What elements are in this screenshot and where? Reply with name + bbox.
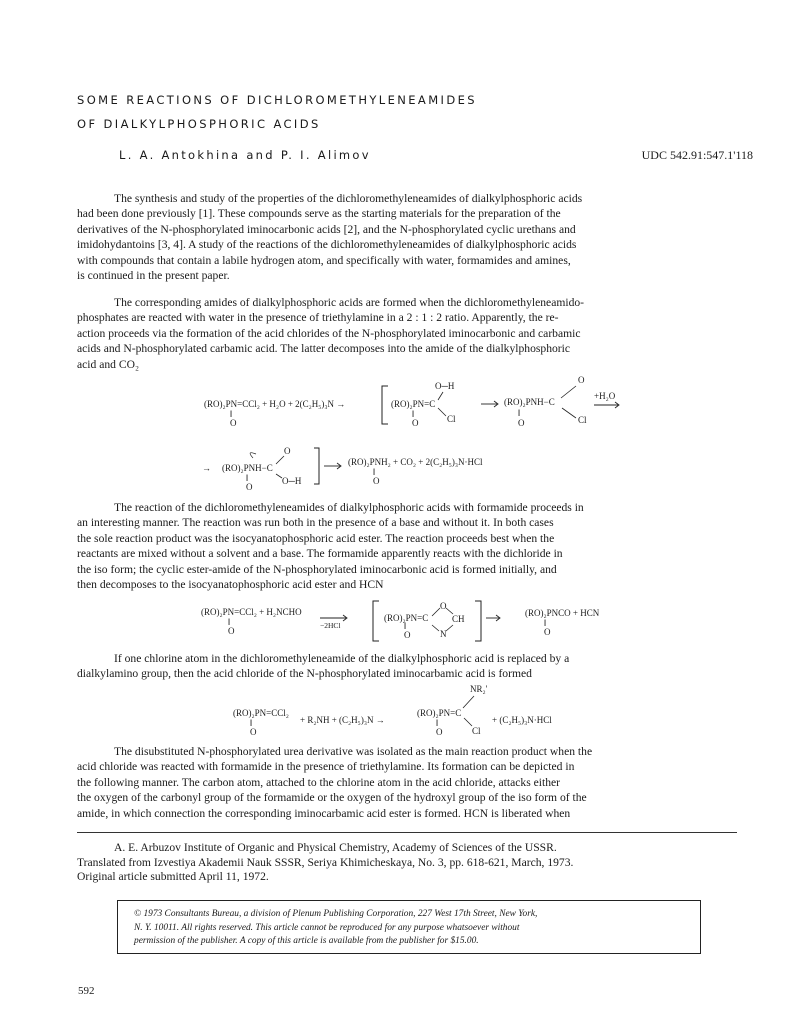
text-line: Original article submitted April 11, 1972. bbox=[77, 870, 269, 883]
double-bond-mark: ‖ bbox=[544, 618, 547, 628]
text-line: dialkylamino group, then the acid chloride of the N-phosphorylated iminocarbamic acid is formed bbox=[77, 667, 532, 681]
udc-code: UDC 542.91:547.1'118 bbox=[641, 148, 753, 162]
text-line: acid and CO₂ bbox=[77, 357, 139, 371]
bond-line bbox=[438, 392, 443, 400]
double-bond-mark: ‖ bbox=[518, 408, 521, 418]
bond-line bbox=[276, 456, 284, 464]
scheme-reactants: (RO)₂PN=CCl₂ + H₂NCHO bbox=[201, 607, 302, 617]
phosphoryl-oxygen: O bbox=[228, 626, 235, 636]
ring-oxygen: O bbox=[440, 601, 447, 611]
double-bond-mark: ‖ bbox=[230, 409, 233, 419]
text-line: The synthesis and study of the properties of the dichloromethyleneamides of dialkylphosphoric acids bbox=[114, 192, 583, 205]
scheme-reactant: (RO)₂PN=CCl₂ bbox=[233, 708, 289, 718]
phosphoryl-oxygen: O bbox=[250, 727, 257, 737]
text-line: The reaction of the dichloromethyleneamides of dialkylphosphoric acids with formamide proceeds in bbox=[114, 501, 584, 514]
text-line: Translated from Izvestiya Akademii Nauk SSSR, Seriya Khimicheskaya, No. 3, pp. 618-621, March, 1973. bbox=[77, 855, 574, 869]
page-number: 592 bbox=[78, 985, 95, 997]
text-line: If one chlorine atom in the dichloromethyleneamide of the dialkylphosphoric acid is replaced by a bbox=[114, 652, 570, 665]
cyclic-intermediate: (RO)₂PN=C bbox=[384, 613, 429, 623]
ring-nitrogen: N bbox=[440, 629, 447, 639]
affiliation-footnote bbox=[77, 841, 757, 885]
intermediate-3-o: O bbox=[284, 446, 291, 456]
intermediate-3-oh: O─H bbox=[282, 476, 302, 486]
text-line: © 1973 Consultants Bureau, a division of Plenum Publishing Corporation, 227 West 17th Street, New York, bbox=[134, 909, 538, 919]
text-line: the sole reaction product was the isocyanatophosphoric acid ester. The reaction proceeds best when the bbox=[77, 531, 555, 545]
reaction-condition: −2HCl bbox=[320, 621, 341, 630]
text-line: the oxygen of the carbonyl group of the formamide or the oxygen of the hydroxyl group of the iso form of the bbox=[77, 791, 587, 805]
text-line: imidohydantoins [3, 4]. A study of the reactions of the dichloromethyleneamides of dialkylphosphoric acids bbox=[77, 238, 577, 252]
bond-line bbox=[438, 408, 446, 416]
ring-ch: CH bbox=[452, 614, 465, 624]
text-line: acid chloride was reacted with formamide in the presence of triethylamine. Its formation can be depicted in bbox=[77, 760, 575, 774]
double-bond-mark: ‖ bbox=[412, 409, 415, 419]
scheme-products: (RO)₂PNH₂ + CO₂ + 2(C₂H₅)₃N·HCl bbox=[348, 457, 483, 467]
text-line: derivatives of the N-phosphorylated iminocarbonic acids [2], and the N-phosphorylated cyclic urethans and bbox=[77, 222, 576, 236]
intermediate-2: (RO)₂PNH−C bbox=[504, 397, 555, 407]
text-line: action proceeds via the formation of the acid chlorides of the N-phosphorylated iminocarbonic and carbamic bbox=[77, 326, 581, 340]
bond-line bbox=[464, 718, 472, 726]
scheme-reactants: (RO)₂PN=CCl₂ + H₂O + 2(C₂H₅)₃N → bbox=[204, 399, 346, 409]
intermediate-1-oh: O─H bbox=[435, 381, 455, 391]
phosphoryl-oxygen: O bbox=[246, 482, 253, 492]
author-names: L. A. Antokhina and P. I. Alimov bbox=[119, 148, 371, 162]
water-reagent: +H₂O bbox=[594, 391, 616, 401]
ring-bonds bbox=[432, 608, 453, 631]
double-bond-mark: ‖ bbox=[228, 617, 231, 627]
text-line: permission of the publisher. A copy of this article is available from the publisher for $15.00. bbox=[134, 936, 479, 946]
paragraph-amine-reaction bbox=[77, 651, 737, 682]
copyright-notice-box bbox=[117, 900, 701, 954]
phosphoryl-oxygen: O bbox=[436, 727, 443, 737]
double-bond-mark: ‖ bbox=[250, 718, 253, 728]
text-line: then decomposes to the isocyanatophosphoric acid ester and HCN bbox=[77, 578, 384, 592]
double-bond-mark: ‖ bbox=[404, 621, 407, 631]
arrow-start: → bbox=[202, 463, 211, 473]
paragraph-water-reaction bbox=[77, 295, 737, 372]
paragraph-intro bbox=[77, 191, 737, 283]
paragraph-formamide-reaction bbox=[77, 500, 737, 592]
reaction-scheme-formamide bbox=[150, 597, 630, 647]
phosphoryl-oxygen: O bbox=[373, 476, 380, 486]
paragraph-urea-derivative bbox=[77, 744, 737, 821]
text-line: phosphates are reacted with water in the presence of triethylamine in a 2 : 1 : 2 ratio. Apparently, the re- bbox=[77, 311, 559, 325]
bracket-right bbox=[475, 601, 481, 641]
intermediate-1-cl: Cl bbox=[447, 414, 456, 424]
text-line: is continued in the present paper. bbox=[77, 269, 230, 283]
text-line: with compounds that contain a labile hydrogen atom, and specifically with water, formamides and amines, bbox=[77, 253, 571, 267]
electron-arrow bbox=[250, 453, 256, 458]
phosphoryl-oxygen: O bbox=[230, 418, 237, 428]
text-line: the iso form; the cyclic ester-amide of the N-phosphorylated iminocarbonic acid is formed initially, and bbox=[77, 562, 557, 576]
reaction-scheme-amine bbox=[150, 680, 600, 740]
text-line: an interesting manner. The reaction was run both in the presence of a base and without it. In both cases bbox=[77, 516, 554, 530]
intermediate-3: (RO)₂PNH−C bbox=[222, 463, 273, 473]
scheme-products: (RO)₂PNCO + HCN bbox=[525, 608, 600, 618]
intermediate-2-cl: Cl bbox=[578, 415, 587, 425]
double-bond-mark: ‖ bbox=[373, 467, 376, 477]
text-line: N. Y. 10011. All rights reserved. This article cannot be reproduced for any purpose whatsoever without bbox=[134, 922, 520, 933]
text-line: The disubstituted N-phosphorylated urea derivative was isolated as the main reaction product when the bbox=[114, 745, 593, 758]
footnote-divider bbox=[77, 832, 737, 833]
text-line: reactants are mixed without a solvent and a base. The formamide apparently reacts with the dichloride in bbox=[77, 547, 563, 561]
reaction-scheme-water bbox=[150, 372, 670, 492]
bond-line bbox=[561, 386, 576, 398]
text-line: amide, in which connection the corresponding iminocarbamic acid ester is formed. HCN is liberated when bbox=[77, 806, 571, 820]
double-bond-mark: ‖ bbox=[436, 718, 439, 728]
intermediate-2-o: O bbox=[578, 375, 585, 385]
phosphoryl-oxygen: O bbox=[404, 630, 411, 640]
text-line: acids and N-phosphorylated carbamic acid. The latter decomposes into the amide of the dialkylphosphoric bbox=[77, 342, 571, 356]
scheme-salt: + (C₂H₅)₃N·HCl bbox=[492, 715, 552, 725]
scheme-reagents: + R₂NH + (C₂H₅)₃N → bbox=[300, 715, 385, 725]
text-line: had been done previously [1]. These compounds serve as the starting materials for the preparation of the bbox=[77, 207, 561, 221]
product-cl: Cl bbox=[472, 726, 481, 736]
bracket-left bbox=[382, 386, 388, 424]
phosphoryl-oxygen: O bbox=[544, 627, 551, 637]
article-title-line2: OF DIALKYLPHOSPHORIC ACIDS bbox=[77, 117, 321, 131]
bond-line bbox=[463, 696, 474, 708]
bond-line bbox=[562, 408, 576, 418]
dialkylamino-group: NR₂' bbox=[470, 684, 488, 694]
intermediate-1: (RO)₂PN=C bbox=[391, 399, 436, 409]
phosphoryl-oxygen: O bbox=[518, 418, 525, 428]
text-line: The corresponding amides of dialkylphosphoric acids are formed when the dichloromethyleneamido- bbox=[114, 296, 585, 309]
text-line: A. E. Arbuzov Institute of Organic and Physical Chemistry, Academy of Sciences of the USSR. bbox=[114, 841, 557, 854]
bracket-right bbox=[314, 448, 319, 484]
scheme-product: (RO)₂PN=C bbox=[417, 708, 462, 718]
article-title-line1: SOME REACTIONS OF DICHLOROMETHYLENEAMIDES bbox=[77, 93, 477, 107]
double-bond-mark: ‖ bbox=[246, 473, 249, 483]
text-line: the following manner. The carbon atom, attached to the chlorine atom in the acid chloride, attacks either bbox=[77, 775, 561, 789]
phosphoryl-oxygen: O bbox=[412, 418, 419, 428]
bracket-left bbox=[373, 601, 379, 641]
